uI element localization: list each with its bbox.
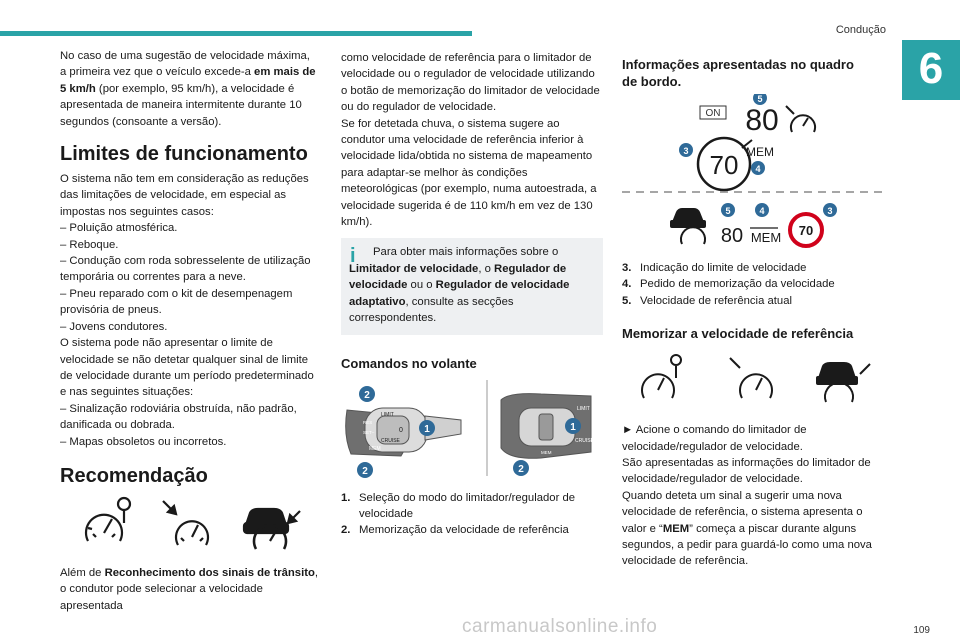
- legend-item: 5. Velocidade de referência atual: [622, 294, 792, 307]
- label-set-minus: SET–: [363, 429, 375, 435]
- recommendation-heading: Recomendação: [60, 464, 208, 487]
- memorize-text-2: Quando deteta um sinal a sugerir uma nova velocidade de referência, o sistema apresenta o valor e “MEM” começa a piscar durante alguns segundos, a pedir para guardá-lo como uma nova velocidade de referência.: [622, 489, 872, 568]
- badge-2-right-label: 2: [518, 463, 524, 475]
- column-3: [622, 56, 886, 570]
- svg-text:5: 5: [757, 94, 763, 104]
- chapter-number: 6: [918, 44, 944, 93]
- recommendation-text: Além de Reconhecimento dos sinais de trânsito, o condutor pode selecionar a velocidade apresentada: [60, 566, 319, 612]
- steering-controls-heading: Comandos no volante: [341, 355, 477, 371]
- limits-item: – Jovens condutores.: [60, 320, 168, 333]
- speedometer-arrow-icon: [163, 501, 208, 545]
- info-icon: i: [350, 245, 356, 268]
- reference-speed: 80: [720, 225, 744, 247]
- mem-label-bottom: MEM: [750, 230, 782, 245]
- limits-text-2: O sistema pode não apresentar o limite de velocidade se não detetar qualquer sinal de limite de velocidade durante um período predeterminado e nas seguintes situações:: [60, 337, 314, 399]
- label-limit-right: LIMIT: [577, 405, 590, 412]
- svg-text:5: 5: [725, 206, 731, 216]
- limits-item: – Poluição atmosférica.: [60, 222, 178, 235]
- speed-limit-value: 70: [798, 223, 814, 238]
- info-text: Para obter mais informações sobre o Limitador de velocidade, o Regulador de velocidade ou o Regulador de velocidade adaptativo, consulte as secções correspondentes.: [349, 246, 570, 325]
- memorize-text: São apresentadas as informações do limitador de velocidade/regulador de velocidade.: [622, 457, 871, 486]
- controls-legend: [341, 490, 603, 539]
- limits-item: – Sinalização rodoviária obstruída, não padrão, danificada ou dobrada.: [60, 402, 297, 432]
- rain-text: Se for detetada chuva, o sistema sugere ao condutor uma velocidade de referência inferior à velocidade lida/obtida no sistema de mapeamento para adaptar-se melhor às condições meteorológicas (por exemplo, numa autoestrada, a velocidade sugerida é de 110 km/h em vez de 130 km/h).: [341, 117, 597, 229]
- limits-item: – Pneu reparado com o kit de desempenagem provisória de pneus.: [60, 287, 293, 317]
- display-legend: [622, 260, 886, 309]
- chapter-tab: [902, 40, 960, 100]
- memorize-icons: [622, 352, 886, 408]
- watermark: carmanualsonline.info: [462, 616, 658, 637]
- badge-2b-label: 2: [362, 465, 368, 477]
- label-cruise-right: CRUISE: [575, 437, 594, 444]
- info-box: [341, 238, 603, 334]
- speed-sign-value: 70: [709, 150, 739, 180]
- car-speedometer-icon: [670, 208, 706, 244]
- limits-item: – Condução com roda sobresselente de utilização temporária ou correntes para a neve.: [60, 255, 311, 284]
- car-speedometer-icon: [816, 362, 870, 402]
- legend-item: 1. Seleção do modo do limitador/regulador de velocidade: [341, 491, 576, 520]
- steering-stalk-illustration: [341, 380, 603, 480]
- svg-text:3: 3: [683, 146, 689, 156]
- mem-label: MEM: [746, 145, 774, 159]
- memorize-heading: Memorizar a velocidade de referência: [622, 326, 854, 342]
- label-zero: 0: [399, 426, 403, 434]
- reference-speed-text: como velocidade de referência para o limitador de velocidade ou o regulador de velocidade utilizando o botão de memorização do limitador de velocidade ou do regulador de velocidade.: [341, 52, 600, 114]
- speedometer-sign-icon: [86, 498, 130, 541]
- memorize-step: ► Acione o comando do limitador de velocidade/regulador de velocidade.: [622, 424, 807, 453]
- speedometer-arrow-icon: [786, 106, 815, 132]
- legend-item: 2. Memorização da velocidade de referência: [341, 524, 569, 537]
- recommendation-icons: [60, 493, 322, 555]
- page-number: 109: [913, 625, 930, 636]
- column-1: [60, 48, 322, 614]
- label-res: RES: [363, 419, 373, 425]
- label-mem: MEM: [369, 445, 381, 452]
- badge-2-label: 2: [364, 389, 370, 401]
- column-2: [341, 50, 603, 539]
- badge-1-right-label: 1: [570, 421, 576, 433]
- header-accent-bar: [0, 31, 472, 36]
- label-limit: LIMIT: [381, 411, 394, 418]
- speedometer-sign-icon: [642, 355, 681, 398]
- label-cruise: CRUISE: [381, 437, 400, 444]
- badge-1-label: 1: [424, 423, 430, 435]
- section-title: Condução: [835, 24, 886, 36]
- svg-text:3: 3: [827, 206, 833, 216]
- limits-heading: Limites de funcionamento: [60, 143, 308, 166]
- limits-item: – Mapas obsoletos ou incorretos.: [60, 435, 227, 448]
- svg-text:4: 4: [755, 164, 761, 174]
- limits-item: – Reboque.: [60, 238, 119, 251]
- instrument-display-illustration: [622, 94, 886, 254]
- intro-paragraph: No caso de uma sugestão de velocidade máxima, a primeira vez que o veículo excede-a em mais de 5 km/h (por exemplo, 95 km/h), a velocidade é apresentada de maneira intermitente durante 10 segundos (consoante a versão).: [60, 50, 316, 128]
- legend-item: 4. Pedido de memorização da velocidade: [622, 278, 835, 291]
- speedometer-arrow-icon: [730, 358, 772, 398]
- car-speedometer-icon: [244, 509, 300, 549]
- limits-text: O sistema não tem em consideração as reduções das limitações de velocidade, em especial as impostas nos seguintes casos:: [60, 173, 309, 218]
- display-heading: Informações apresentadas no quadro de bordo.: [622, 57, 854, 89]
- legend-item: 3. Indicação do limite de velocidade: [622, 262, 807, 274]
- on-indicator: ON: [705, 108, 721, 119]
- label-mem-right: MEM: [541, 449, 552, 455]
- current-speed: 80: [745, 104, 779, 137]
- svg-text:4: 4: [759, 206, 765, 216]
